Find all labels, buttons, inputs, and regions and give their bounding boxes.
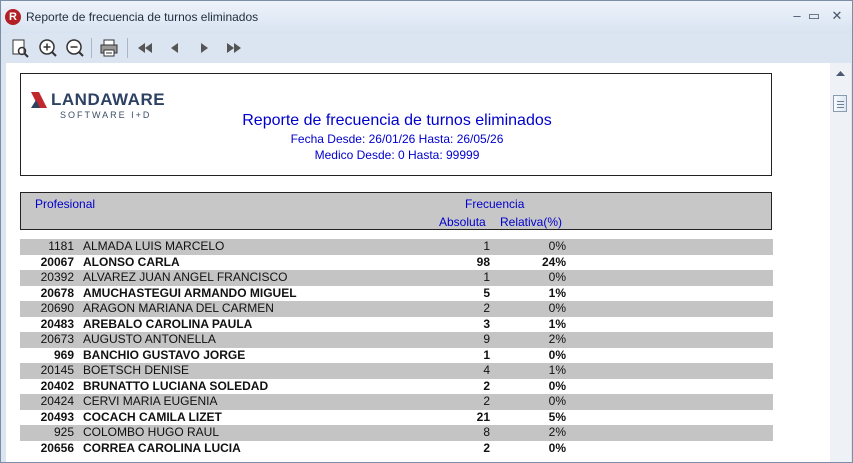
- col-frecuencia: Frecuencia: [465, 197, 525, 211]
- row-relativa: 0%: [548, 270, 566, 284]
- previous-page-icon[interactable]: [163, 36, 187, 60]
- row-id: 969: [53, 347, 74, 362]
- printer-icon[interactable]: [97, 36, 121, 60]
- row-name: AUGUSTO ANTONELLA: [83, 332, 216, 346]
- app-logo-icon: R: [5, 9, 21, 25]
- row-id: 20145: [40, 363, 74, 377]
- row-relativa: 2%: [548, 425, 566, 439]
- row-name: ARAGON MARIANA DEL CARMEN: [83, 301, 274, 315]
- row-id: 20424: [40, 394, 74, 408]
- table-row: [20, 425, 773, 441]
- page-preview-icon[interactable]: [8, 36, 32, 60]
- table-row: [20, 239, 773, 255]
- row-relativa: 0%: [548, 301, 566, 315]
- row-absoluta: 2: [483, 440, 490, 455]
- table-row: [20, 363, 773, 379]
- minimize-button[interactable]: –: [793, 8, 801, 23]
- col-profesional: Profesional: [35, 197, 96, 211]
- row-id: 20483: [40, 316, 74, 331]
- row-name: COCACH CAMILA LIZET: [83, 409, 222, 424]
- table-row: [20, 348, 773, 364]
- row-relativa: 0%: [548, 394, 566, 408]
- col-relativa: Relativa(%): [500, 215, 563, 229]
- row-absoluta: 9: [483, 332, 490, 346]
- table-row: [20, 286, 773, 302]
- column-header: [20, 192, 772, 230]
- row-id: 20402: [40, 378, 74, 393]
- row-relativa: 1%: [548, 363, 566, 377]
- report-date-range: Fecha Desde: 26/01/26 Hasta: 26/05/26: [290, 132, 504, 146]
- row-id: 20493: [40, 409, 74, 424]
- table-row: [20, 379, 773, 395]
- row-id: 20067: [40, 254, 74, 269]
- maximize-button[interactable]: ▭: [807, 8, 821, 23]
- row-id: 20690: [40, 301, 74, 315]
- row-name: CERVI MARIA EUGENIA: [83, 394, 218, 408]
- report-viewport[interactable]: [6, 63, 830, 462]
- row-absoluta: 4: [483, 363, 490, 377]
- report-title: Reporte de frecuencia de turnos eliminados: [242, 112, 552, 129]
- scroll-thumb[interactable]: [833, 95, 847, 112]
- row-relativa: 0%: [548, 347, 566, 362]
- table-row: [20, 441, 773, 457]
- row-name: ALONSO CARLA: [83, 254, 180, 269]
- row-absoluta: 1: [483, 270, 490, 284]
- window-title: Reporte de frecuencia de turnos eliminados: [26, 10, 259, 24]
- row-name: COLOMBO HUGO RAUL: [83, 425, 220, 439]
- row-absoluta: 2: [483, 378, 490, 393]
- row-relativa: 5%: [548, 409, 566, 424]
- row-absoluta: 1: [483, 239, 490, 253]
- report-header: [20, 73, 772, 176]
- row-absoluta: 3: [483, 316, 490, 331]
- col-absoluta: Absoluta: [439, 215, 486, 229]
- next-page-icon[interactable]: [192, 36, 216, 60]
- table-row: [20, 270, 773, 286]
- row-absoluta: 98: [476, 254, 490, 269]
- row-name: BANCHIO GUSTAVO JORGE: [83, 347, 246, 362]
- first-page-icon[interactable]: [133, 36, 157, 60]
- row-name: CORREA CAROLINA LUCIA: [83, 440, 241, 455]
- row-relativa: 2%: [548, 332, 566, 346]
- toolbar-separator: [91, 38, 92, 58]
- table-row: [20, 332, 773, 348]
- title-bar[interactable]: [1, 1, 852, 33]
- toolbar-separator: [127, 38, 128, 58]
- row-name: BRUNATTO LUCIANA SOLEDAD: [83, 378, 269, 393]
- row-name: BOETSCH DENISE: [83, 363, 190, 377]
- row-name: AMUCHASTEGUI ARMANDO MIGUEL: [83, 285, 297, 300]
- row-id: 20656: [40, 440, 74, 455]
- row-id: 20678: [40, 285, 74, 300]
- row-name: AREBALO CAROLINA PAULA: [83, 316, 253, 331]
- row-id: 20673: [40, 332, 74, 346]
- scroll-up-icon[interactable]: [830, 67, 851, 81]
- row-absoluta: 5: [483, 285, 490, 300]
- row-name: ALVAREZ JUAN ANGEL FRANCISCO: [83, 270, 288, 284]
- table-row: [20, 410, 773, 426]
- last-page-icon[interactable]: [222, 36, 246, 60]
- row-relativa: 24%: [541, 254, 566, 269]
- landaware-logo: LANDAWARE SOFTWARE I+D: [31, 88, 171, 124]
- row-relativa: 1%: [548, 316, 566, 331]
- vertical-scrollbar[interactable]: [830, 63, 851, 462]
- row-relativa: 0%: [548, 378, 566, 393]
- row-relativa: 0%: [548, 239, 566, 253]
- table-row: [20, 317, 773, 333]
- row-absoluta: 21: [476, 409, 490, 424]
- report-medico-range: Medico Desde: 0 Hasta: 99999: [314, 148, 480, 162]
- row-id: 20392: [40, 270, 74, 284]
- row-id: 925: [53, 425, 74, 439]
- row-absoluta: 1: [483, 347, 490, 362]
- row-absoluta: 2: [483, 301, 490, 315]
- row-absoluta: 2: [483, 394, 490, 408]
- toolbar: [1, 33, 852, 63]
- report-rows: [20, 239, 773, 456]
- table-row: [20, 255, 773, 271]
- row-id: 1181: [48, 239, 74, 253]
- row-absoluta: 8: [483, 425, 490, 439]
- row-relativa: 0%: [548, 440, 566, 455]
- close-button[interactable]: ✕: [831, 8, 843, 23]
- row-relativa: 1%: [548, 285, 566, 300]
- zoom-in-icon[interactable]: [36, 36, 60, 60]
- zoom-out-icon[interactable]: [63, 36, 87, 60]
- row-name: ALMADA LUIS MARCELO: [83, 239, 225, 253]
- table-row: [20, 394, 773, 410]
- table-row: [20, 301, 773, 317]
